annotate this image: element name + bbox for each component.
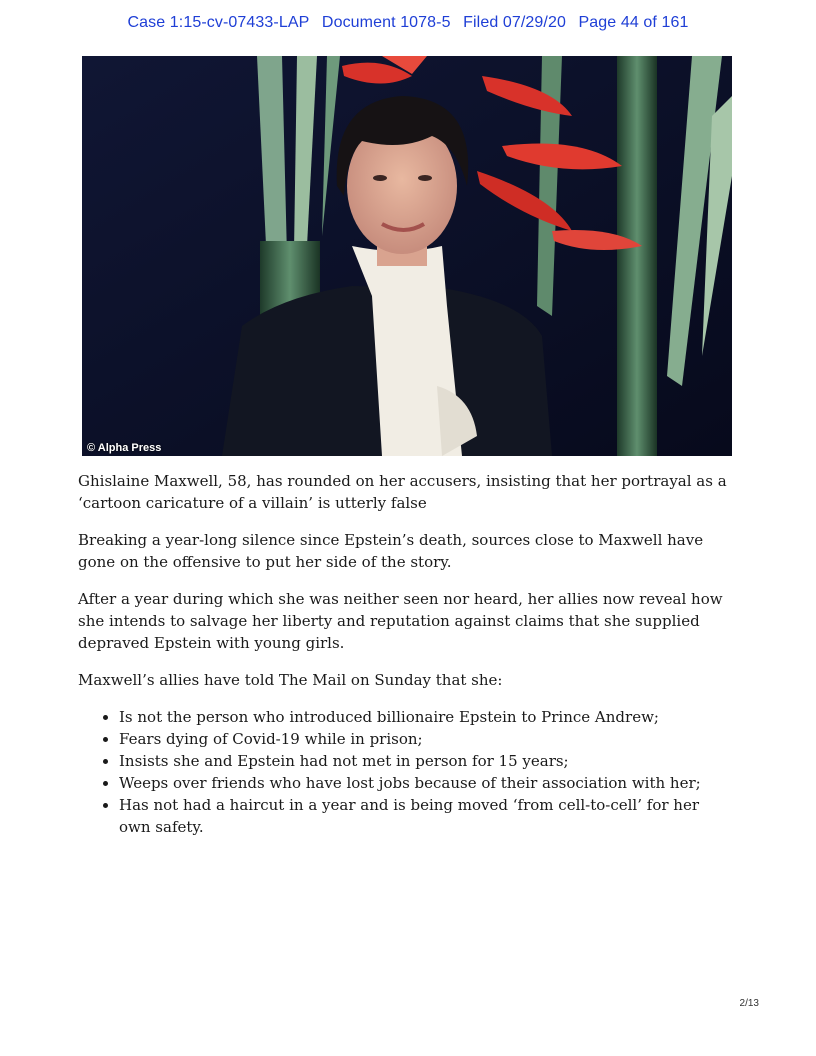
list-item: • Has not had a haircut in a year and is being moved ‘from cell-to-cell’ for her own safety.	[119, 794, 734, 838]
paragraph: After a year during which she was neither seen nor heard, her allies now reveal how she intends to salvage her liberty and reputation against claims that she supplied depraved Epstein with young girls.	[78, 590, 723, 652]
court-filing-header	[0, 14, 816, 32]
list-item: • Weeps over friends who have lost jobs because of their association with her;	[119, 772, 734, 794]
list-item: • Fears dying of Covid-19 while in prison;	[119, 728, 734, 750]
photo-illustration	[82, 56, 732, 456]
case-number: Case 1:15-cv-07433-LAP	[127, 14, 310, 31]
list-item: • Insists she and Epstein had not met in person for 15 years;	[119, 750, 734, 772]
document-number: Document 1078-5	[321, 14, 451, 31]
list-item: • Is not the person who introduced billionaire Epstein to Prince Andrew;	[119, 706, 734, 728]
filed-date: Filed 07/29/20	[463, 14, 566, 31]
photo-caption: Ghislaine Maxwell, 58, has rounded on her accusers, insisting that her portrayal as a ‘cartoon caricature of a villain’ is utterly false	[78, 472, 727, 512]
paragraph: Breaking a year-long silence since Epstein’s death, sources close to Maxwell have gone on the offensive to put her side of the story.	[78, 531, 704, 571]
photo-credit: © Alpha Press	[87, 442, 162, 454]
claims-list	[78, 706, 734, 838]
article-photo	[82, 56, 732, 456]
page-of-total: Page 44 of 161	[578, 14, 689, 31]
article-body	[78, 470, 734, 838]
paragraph: Maxwell’s allies have told The Mail on Sunday that she:	[78, 671, 503, 689]
page-indicator: 2/13	[739, 998, 759, 1009]
